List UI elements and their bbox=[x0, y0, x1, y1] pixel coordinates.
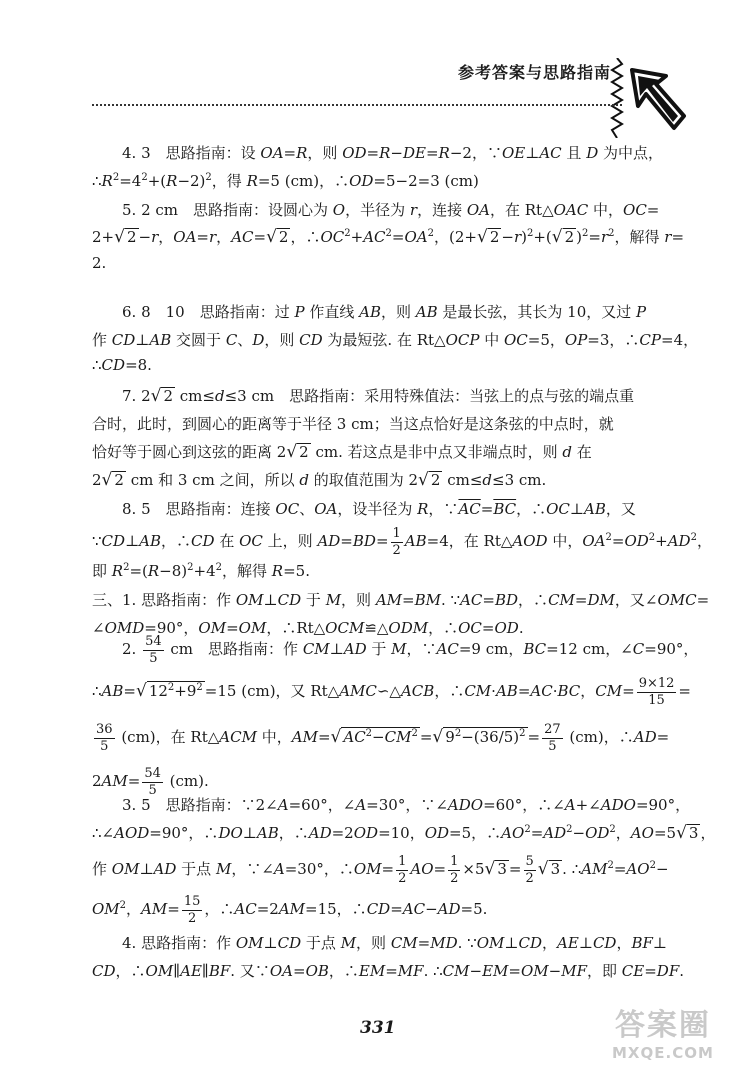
answer-6-line-2: 作 CD⊥AB 交圆于 C、D，则 CD 为最短弦. 在 Rt△OCP 中 OC=5，OP=3，∴CP=4， bbox=[92, 331, 699, 349]
section-3-q3-line-3: 作 OM⊥AD 于点 M，∵∠A=30°，∴OM= $\frac{1}{2}$ AO= $\frac{1}{2}$ ×5√ 3 = $\frac{5}{2}$ √ 3 . $\therefore AM^2=AO^2-$ bbox=[92, 854, 669, 886]
answer-8-line-1: 8. 5 思路指南：连接 OC、OA，设半径为 R，$\because\overline{AC}=\overline{BC}$，∴OC⊥AB，又 bbox=[122, 500, 636, 518]
section-3-q4-line-2: CD，∴OM∥AE∥BF. 又∵OA=OB，∴EM=MF. ∴CM−EM=OM−MF，即 CE=DF. bbox=[92, 962, 685, 980]
answer-8-line-3: 即 $R^2=(R-8)^2+4^2$，解得 R=5. bbox=[92, 562, 310, 580]
section-3-q1-line-1: 三、1. 思路指南：作 OM⊥CD 于 M，则 AM=BM. ∵AC=BD，∴CM=DM，又∠OMC= bbox=[92, 591, 710, 609]
answer-5-line-2: 2+√ 2 −r，OA=r，AC=√ 2 ，$\therefore OC^2+AC^2=OA^2$，(2+√ 2 −r)$^2$+(√ 2 )$^2=r^2$，解得 r= bbox=[92, 227, 685, 247]
watermark-line-2: MXQE.COM bbox=[612, 1044, 714, 1062]
section-3-q2-line-4: 2AM= $\frac{54}{5}$ (cm). bbox=[92, 766, 209, 798]
answer-7-line-3: 恰好等于圆心到这弦的距离 2√ 2 cm. 若这点是非中点又非端点时，则 d 在 bbox=[92, 442, 592, 462]
answer-5-line-1: 5. 2 cm 思路指南：设圆心为 O，半径为 r，连接 OA，在 Rt△OAC 中，OC= bbox=[122, 201, 660, 219]
section-3-q4-line-1: 4. 思路指南：作 OM⊥CD 于点 M，则 CM=MD. ∵OM⊥CD，AE⊥CD，BF⊥ bbox=[122, 934, 668, 952]
answer-4-line-2: $\therefore R^2=4^2+(R-2)^2$，得 R=5 (cm)，∴OD=5−2=3 (cm) bbox=[92, 172, 479, 190]
answer-6-line-3: ∴CD=8. bbox=[92, 356, 152, 374]
watermark-line-1: 答案圈 bbox=[614, 1008, 711, 1043]
section-3-q2-line-3: $\frac{36}{5}$ (cm)，在 Rt△ACM 中，AM=√ $AC^2-CM^2$ =√ $9^2-(36/5)^2$ = $\frac{27}{5}$ (cm)，∴AD= bbox=[96, 722, 670, 754]
section-3-q2-line-2: ∴AB=√ $12^2+9^2 =15$ (cm)，又 Rt△AMC∽△ACB，∴CM·AB=AC·BC，CM= $\frac{9\times 12}{15}$ = bbox=[92, 676, 691, 708]
answer-8-line-2: ∵CD⊥AB，∴CD 在 OC 上，则 AD=BD= $\frac{1}{2}$ AB=4，在 Rt△AOD 中，$OA^2=OD^2+AD^2$， bbox=[92, 526, 712, 558]
zigzag-border-decoration bbox=[610, 58, 624, 138]
watermark-logo bbox=[612, 1000, 714, 1062]
section-3-q1-line-2: ∠OMD=90°，OM=OM，∴Rt△OCM≌△ODM，∴OC=OD. bbox=[92, 619, 524, 637]
section-3-q3-line-1: 3. 5 思路指南：∵2∠A=60°，∠A=30°，∵∠ADO=60°，∴∠A+∠ADO=90°， bbox=[122, 796, 691, 814]
page-number: 331 bbox=[360, 1018, 396, 1038]
arrow-icon bbox=[628, 66, 688, 132]
header-divider bbox=[92, 104, 622, 106]
answer-5-line-3: 2. bbox=[92, 254, 107, 272]
answer-7-line-4: 2√ 2 cm 和 3 cm 之间，所以 d 的取值范围为 2√ 2 cm≤d≤3 cm. bbox=[92, 470, 547, 490]
answer-7-line-1: 7. 2√ 2 cm≤d≤3 cm 思路指南：采用特殊值法：当弦上的点与弦的端点重 bbox=[122, 386, 635, 406]
section-3-q3-line-2: ∴∠AOD=90°，∴DO⊥AB，∴AD=2OD=10，OD=5，$\therefore AO^2=AD^2-OD^2$，AO=5√ 3 ， bbox=[92, 823, 716, 843]
section-3-q2-line-1: 2. $\frac{54}{5}$ cm 思路指南：作 CM⊥AD 于 M，∵AC=9 cm，BC=12 cm，∠C=90°， bbox=[122, 634, 699, 666]
answer-7-line-2: 合时，此时，到圆心的距离等于半径 3 cm；当这点恰好是这条弦的中点时，就 bbox=[92, 415, 614, 433]
section-3-q3-line-4: $OM^2$，AM= $\frac{15}{2}$ ，∴AC=2AM=15，∴CD=AC−AD=5. bbox=[92, 894, 488, 926]
answer-4-line-1: 4. 3 思路指南：设 OA=R，则 OD=R−DE=R−2，∵OE⊥AC 且 D 为中点， bbox=[122, 144, 663, 162]
answer-6-line-1: 6. 8 10 思路指南：过 P 作直线 AB，则 AB 是最长弦，其长为 10，又过 P bbox=[122, 303, 647, 321]
header-title: 参考答案与思路指南 bbox=[458, 63, 612, 82]
